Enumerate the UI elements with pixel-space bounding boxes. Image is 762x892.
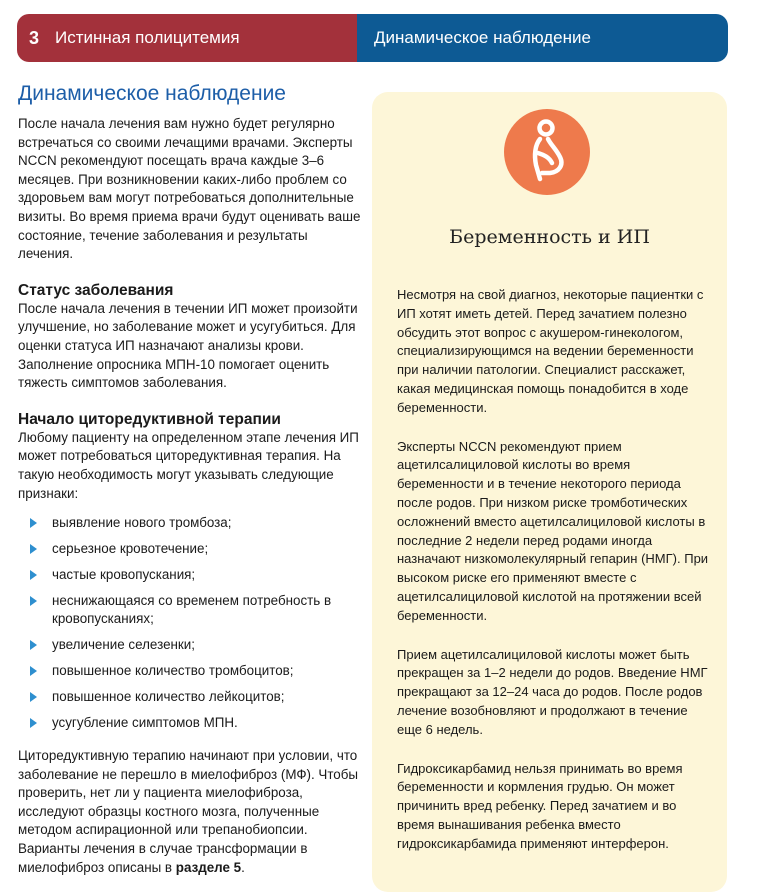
list-item: серьезное кровотечение; (18, 540, 363, 558)
final-paragraph: Циторедуктивную терапию начинают при условии, что заболевание не перешло в миелофиброз (МФ). Чтобы проверить, нет ли у пациента миелофиброза, исследуют образцы костного мозга, полученные методом аспирационной или трепанобиопсии. Варианты лечения в случае трансформации в миелофиброз описаны в разделе 5. (18, 748, 359, 875)
bullet-arrow-icon (30, 640, 37, 650)
list-item: повышенное количество тромбоцитов; (18, 662, 363, 680)
therapy-paragraph: Любому пациенту на определенном этапе лечения ИП может потребоваться циторедуктивная терапия. На такую необходимость могут указывать следующие признаки: (18, 429, 359, 501)
chapter-number: 3 (29, 27, 40, 48)
sidebar-paragraph: Несмотря на свой диагноз, некоторые пациентки с ИП хотят иметь детей. Перед зачатием полезно обсудить этот вопрос с акушером-гинекологом, специализирующимся на ведении беременности при наличии патологии. Специалист расскажет, какая медицинская помощь понадобится в ходе беременности. (397, 287, 704, 415)
status-paragraph: После начала лечения в течении ИП может произойти улучшение, но заболевание может и усугубиться. Для оценки статуса ИП назначают анализы крови. Заполнение опросника МПН-10 помогает оценить тяжесть симптомов заболевания. (18, 300, 358, 391)
bullet-arrow-icon (30, 570, 37, 580)
list-item: увеличение селезенки; (18, 636, 363, 654)
bullet-arrow-icon (30, 544, 37, 554)
sidebar-title: Беременность и ИП (449, 226, 650, 248)
status-heading: Статус заболевания (18, 281, 174, 299)
list-item: неснижающаяся со временем потребность в кровопусканиях; (18, 592, 363, 627)
list-item: повышенное количество лейкоцитов; (18, 688, 363, 706)
page-header (17, 14, 728, 62)
main-column (18, 82, 363, 877)
bullet-arrow-icon (30, 518, 37, 528)
bullet-arrow-icon (30, 666, 37, 676)
chapter-tab (17, 14, 357, 62)
intro-paragraph: После начала лечения вам нужно будет регулярно встречаться со своими лечащими врачами. Эксперты NCCN рекомендуют посещать врача каждые 3–6 месяцев. При возникновении каких-либо проблем со здоровьем вам могут потребоваться дополнительные визиты. Во время приема врачи будут оценивать ваше состояние, течение заболевания и результаты лечения. (18, 116, 361, 262)
list-item: выявление нового тромбоза; (18, 514, 363, 532)
signs-list (18, 514, 363, 731)
sidebar-body (397, 286, 712, 874)
section-title: Динамическое наблюдение (374, 28, 591, 47)
pregnancy-sidebar (372, 92, 727, 892)
section-tab (357, 14, 728, 62)
sidebar-paragraph: Прием ацетилсалициловой кислоты может быть прекращен за 1–2 недели до родов. Введение НМГ прекращают за 12–24 часа до родов. После родов лечение возобновляют и продолжают в течение еще 6 недель. (397, 646, 708, 737)
therapy-heading: Начало циторедуктивной терапии (18, 410, 281, 428)
page-title: Динамическое наблюдение (18, 82, 286, 105)
sidebar-paragraph: Эксперты NCCN рекомендуют прием ацетилсалициловой кислоты во время беременности и в течение некоторого периода после родов. При низком риске тромботических осложнений вместо ацетилсалициловой кислоты в последние 2 недели перед родами иногда назначают низкомолекулярный гепарин (НМГ). При высоком риске его применяют вместе с ацетилсалициловой кислотой на протяжении всей беременности. (397, 438, 709, 623)
section-reference: разделе 5 (175, 859, 242, 875)
pregnant-woman-icon (504, 109, 590, 195)
list-item: усугубление симптомов МПН. (18, 714, 363, 732)
bullet-arrow-icon (30, 596, 37, 606)
bullet-arrow-icon (30, 718, 37, 728)
sidebar-paragraph: Гидроксикарбамид нельзя принимать во время беременности и кормления грудью. Он может причинить вред ребенку. Перед зачатием и во время вынашивания ребенка вместо гидроксикарбамида применяют интерферон. (397, 760, 683, 851)
bullet-arrow-icon (30, 692, 37, 702)
chapter-title: Истинная полицитемия (55, 28, 240, 47)
list-item: частые кровопускания; (18, 566, 363, 584)
